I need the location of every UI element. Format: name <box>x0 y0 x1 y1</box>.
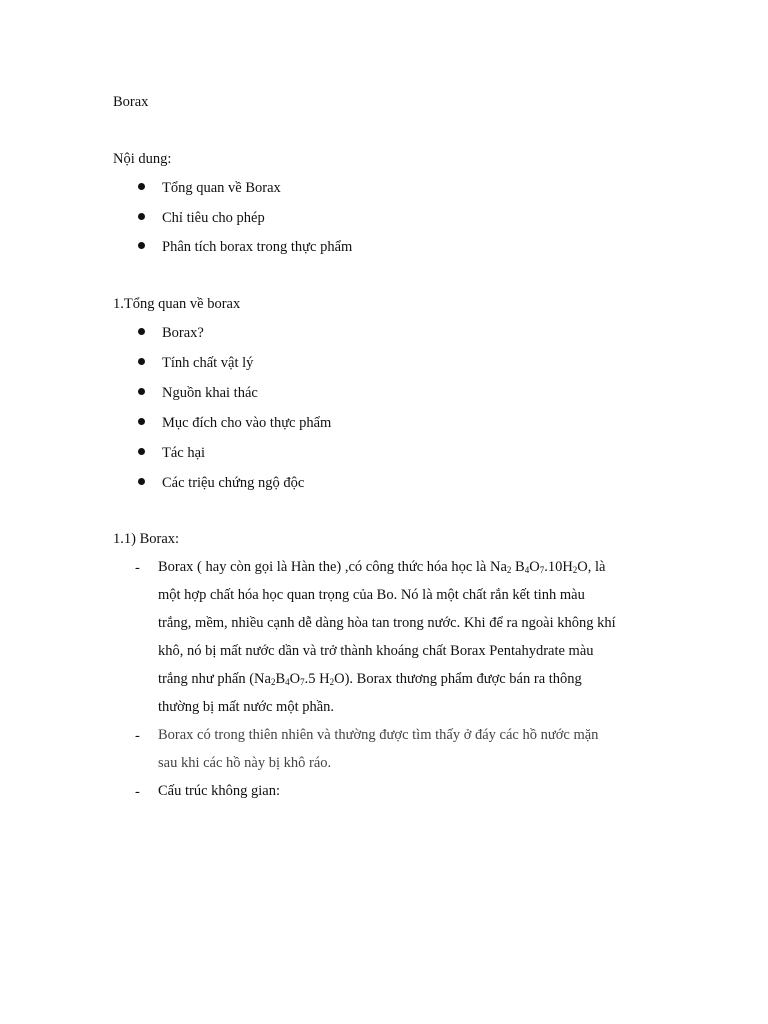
subscript: 2 <box>506 565 512 575</box>
section11-heading: 1.1) Borax: <box>113 531 180 547</box>
section1-item <box>133 385 258 402</box>
contents-item <box>133 239 352 256</box>
paragraph-line: sau khi các hồ này bị khô ráo. <box>158 755 332 771</box>
text-run: B <box>275 671 286 687</box>
subscript: 7 <box>539 565 545 575</box>
section1-item-text: Các triệu chứng ngộ độc <box>162 475 305 491</box>
text-run: Borax ( hay còn gọi là Hàn the) ,có công thức hóa học là Na <box>158 559 507 575</box>
text-run: O). Borax thương phẩm được bán ra thông <box>334 671 582 687</box>
text-run: O <box>529 559 540 575</box>
text-run: O <box>289 671 301 687</box>
paragraph-line <box>158 553 648 581</box>
section1-heading: 1.Tổng quan về borax <box>113 296 241 312</box>
section1-item <box>133 325 204 342</box>
text-run: O, là <box>577 559 606 575</box>
paragraph-borax-definition <box>158 553 648 721</box>
bullet-icon <box>138 213 145 220</box>
section1-item-text: Nguồn khai thác <box>162 385 258 401</box>
contents-item-text: Chỉ tiêu cho phép <box>162 210 265 226</box>
bullet-icon <box>138 328 145 335</box>
paragraph-structure <box>158 777 648 805</box>
subscript: 7 <box>300 677 305 687</box>
section1-item-text: Tác hại <box>162 445 206 461</box>
paragraph-line <box>158 665 648 693</box>
paragraph-line: khô, nó bị mất nước dần và trở thành khoáng chất Borax Pentahydrate màu <box>158 643 594 659</box>
bullet-icon <box>138 418 145 425</box>
contents-item-text: Phân tích borax trong thực phẩm <box>162 239 353 255</box>
paragraph-line: Cấu trúc không gian: <box>158 783 281 799</box>
contents-item-text: Tổng quan về Borax <box>162 180 281 196</box>
paragraph-line: thường bị mất nước một phần. <box>158 699 335 715</box>
contents-heading: Nội dung: <box>113 151 172 167</box>
bullet-icon <box>138 388 145 395</box>
section1-item-text: Tính chất vật lý <box>162 355 254 371</box>
paragraph-borax-occurrence <box>158 721 648 777</box>
bullet-icon <box>138 448 145 455</box>
bullet-icon <box>138 183 145 190</box>
section1-item <box>133 355 253 372</box>
paragraph-line: một hợp chất hóa học quan trọng của Bo. Nó là một chất rắn kết tinh màu <box>158 587 585 603</box>
subscript: 2 <box>270 677 276 687</box>
section1-item-text: Mục đích cho vào thực phẩm <box>162 415 332 431</box>
section1-item <box>133 475 304 492</box>
subscript: 2 <box>329 677 335 687</box>
document-title: Borax <box>113 94 149 110</box>
bullet-icon <box>138 242 145 249</box>
section1-item <box>133 445 205 462</box>
bullet-icon <box>138 478 145 485</box>
contents-item <box>133 210 265 227</box>
dash-marker: - <box>135 728 140 744</box>
subscript: 4 <box>285 677 290 687</box>
contents-item <box>133 180 281 197</box>
subscript: 2 <box>572 565 578 575</box>
dash-marker: - <box>135 560 140 576</box>
section1-item <box>133 415 331 432</box>
dash-marker: - <box>135 784 140 800</box>
text-run: B <box>511 559 525 575</box>
paragraph-line: trắng, mềm, nhiều cạnh dễ dàng hòa tan trong nước. Khi để ra ngoài không khí <box>158 615 616 631</box>
subscript: 4 <box>524 565 530 575</box>
paragraph-line: Borax có trong thiên nhiên và thường được tìm thấy ở đáy các hồ nước mặn <box>158 727 599 743</box>
text-run: .10H <box>544 559 573 575</box>
bullet-icon <box>138 358 145 365</box>
text-run: trắng như phấn (Na <box>158 671 271 687</box>
section1-item-text: Borax? <box>162 325 204 341</box>
text-run: .5 H <box>304 671 330 687</box>
